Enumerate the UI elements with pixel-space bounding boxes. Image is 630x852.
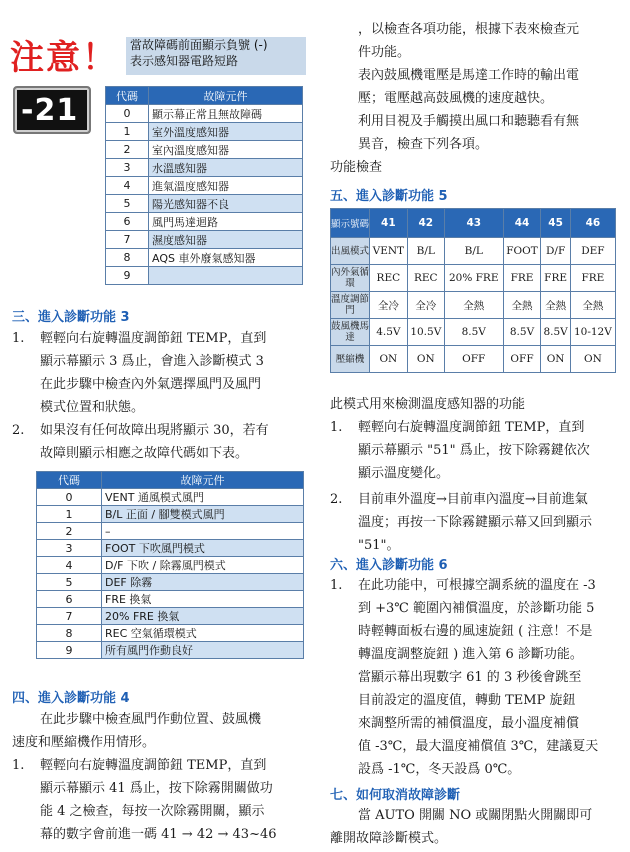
fault-code: 4 [106,177,149,195]
row-header: 溫度調節門 [331,292,370,319]
text-line: 轉溫度調整旋鈕 ) 進入第 6 診斷功能。 [358,647,583,662]
table1-header-code: 代碼 [106,87,149,105]
table-row [331,238,616,265]
section-5-body [330,393,625,557]
section-3-title: 三、進入診斷功能 3 [12,310,130,325]
text-line: 顯示幕顯示 "51" 爲止，按下除霧鍵依次 [358,443,590,458]
text-line: 來調整所需的補償溫度，最小溫度補償 [358,716,580,731]
section-4-body [12,708,307,846]
table-cell: VENT [370,238,408,265]
fault-component: 濕度感知器 [149,231,303,249]
table-cell: 全冷 [407,292,444,319]
text-line: 設爲 -1℃，冬天設爲 0℃。 [358,762,521,777]
fault-component: 風門馬達迴路 [149,213,303,231]
caution-line-1: 當故障碼前面顯示負號 (-) [130,38,268,52]
text-line: "51"。 [358,538,400,553]
fault-code: 1 [106,123,149,141]
text-line: 在此步驟中檢查內外氣選擇風門及風門 [40,377,262,392]
table-row [106,123,303,141]
text-line: 值 -3℃，最大溫度補償值 3℃，建議夏天 [358,739,599,754]
table-row [37,523,304,540]
fault-code: 2 [37,523,102,540]
fault-code: 5 [106,195,149,213]
fault-code: 1 [37,506,102,523]
text-line: 壓；電壓越高鼓風機的速度越快。 [358,91,554,106]
table-cell: 8.5V [503,319,541,346]
table2-header-item: 故障元件 [102,472,304,489]
header-display-number: 顯示號碼 [331,209,370,238]
text-line: 輕輕向右旋轉溫度調節鈕 TEMP，直到 [40,331,267,346]
caution-line-2: 表示感知器電路短路 [130,54,239,68]
table-cell: 20% FRE [444,265,503,292]
list-marker: 2. [12,423,25,438]
table-row [106,105,303,123]
table-cell: B/L [444,238,503,265]
table-cell: FOOT [503,238,541,265]
section-6-title: 六、進入診斷功能 6 [330,558,448,573]
fault-code: 9 [37,642,102,659]
fault-code: 8 [106,249,149,267]
text-line: 故障則顯示相應之故障代碼如下表。 [40,446,249,461]
list-marker: 1. [330,420,343,435]
table-cell: 全熱 [503,292,541,319]
text-line: 到 +3℃ 範圍內補償溫度，於診斷功能 5 [358,601,595,616]
table-row [106,195,303,213]
table-row [106,159,303,177]
table-cell: OFF [503,346,541,373]
text-line: 時輕轉面板右邊的風速旋鈕 ( 注意！不是 [358,624,593,639]
fault-code: 6 [37,591,102,608]
table2-header-code: 代碼 [37,472,102,489]
table-cell: B/L [407,238,444,265]
header-code: 43 [444,209,503,238]
table-row [37,642,304,659]
header-code: 44 [503,209,541,238]
section-7-body [330,804,625,850]
caution-title: 注意！ [10,38,118,78]
text-line: 在此步驟中檢查風門作動位置、鼓風機 [40,712,262,727]
fault-code: 5 [37,574,102,591]
table-row [331,346,616,373]
text-line: ，以檢查各項功能，根據下表來檢查元 [358,22,580,37]
table-row [106,249,303,267]
text-line: 異音，檢查下列各項。 [358,137,489,152]
fault-component: FOOT 下吹風門模式 [102,540,304,557]
table1-header-item: 故障元件 [149,87,303,105]
fault-code: 8 [37,625,102,642]
header-code: 41 [370,209,408,238]
fault-component: VENT 通風模式風門 [102,489,304,506]
table-cell: 4.5V [370,319,408,346]
section-3-body [12,327,307,465]
text-line: 速度和壓縮機作用情形。 [12,735,156,750]
table-cell: 8.5V [541,319,570,346]
fault-code: 0 [37,489,102,506]
text-line: 表內鼓風機電壓是馬達工作時的輸出電 [358,68,580,83]
caution-banner [10,32,302,78]
text-line: 此模式用來檢測溫度感知器的功能 [330,397,526,412]
fault-code: 6 [106,213,149,231]
table-row [37,625,304,642]
fault-code: 3 [106,159,149,177]
right-intro [330,18,625,179]
fault-component: 顯示幕正常且無故障碼 [149,105,303,123]
table-cell: 全冷 [370,292,408,319]
table-row [106,141,303,159]
section-7-title: 七、如何取消故障診斷 [330,788,461,803]
fault-component: 室內溫度感知器 [149,141,303,159]
table-row [331,319,616,346]
diagnostic-5-table [330,208,616,373]
text-line: 離開故障診斷模式。 [330,831,448,846]
fault-component: AQS 車外廢氣感知器 [149,249,303,267]
display-value: -21 [21,93,79,128]
fault-code: 4 [37,557,102,574]
table-cell: ON [370,346,408,373]
table-row [37,591,304,608]
display-readout [13,86,91,134]
table-cell: FRE [570,265,615,292]
list-marker: 2. [330,492,343,507]
table-row [331,292,616,319]
table-cell: 10.5V [407,319,444,346]
row-header: 內外氣循環 [331,265,370,292]
table-cell: 8.5V [444,319,503,346]
table-cell: DEF [570,238,615,265]
table-row [106,213,303,231]
text-line: 當顯示幕出現數字 61 的 3 秒後會跳至 [358,670,582,685]
fault-component: FRE 換氣 [102,591,304,608]
list-marker: 1. [330,578,343,593]
table-cell: ON [541,346,570,373]
text-line: 顯示溫度變化。 [358,466,450,481]
table-cell: 全熱 [541,292,570,319]
table-row [37,574,304,591]
list-marker: 1. [12,758,25,773]
fault-component: REC 空氣循環模式 [102,625,304,642]
table-row [37,608,304,625]
fault-component: DEF 除霧 [102,574,304,591]
fault-component: 陽光感知器不良 [149,195,303,213]
table-row [37,557,304,574]
fault-code: 7 [37,608,102,625]
text-line: 幕的數字會前進一碼 41 → 42 → 43~46 [40,827,277,842]
text-line: 在此功能中，可根據空調系統的溫度在 -3 [358,578,596,593]
table-cell: ON [407,346,444,373]
fault-code: 7 [106,231,149,249]
fault-code: 0 [106,105,149,123]
row-header: 出風模式 [331,238,370,265]
header-code: 42 [407,209,444,238]
header-code: 46 [570,209,615,238]
table-row [37,506,304,523]
fault-component: 室外溫度感知器 [149,123,303,141]
text-line: 輕輕向右旋轉溫度調節鈕 TEMP，直到 [40,758,267,773]
fault-component: 20% FRE 換氣 [102,608,304,625]
text-line: 能 4 之檢查，每按一次除霧開關，顯示 [40,804,265,819]
table-row [106,231,303,249]
text-line: 溫度；再按一下除霧鍵顯示幕又回到顯示 [358,515,593,530]
fault-code: 9 [106,267,149,285]
row-header: 鼓風機馬達 [331,319,370,346]
row-header: 壓縮機 [331,346,370,373]
text-line: 顯示幕顯示 3 爲止，會進入診斷模式 3 [40,354,264,369]
table-row [106,267,303,285]
fault-code: 2 [106,141,149,159]
section-6-body [330,574,625,781]
table-cell: REC [407,265,444,292]
table-cell: FRE [541,265,570,292]
fault-code-table-1 [105,86,303,285]
fault-component: D/F 下吹 / 除霧風門模式 [102,557,304,574]
list-marker: 1. [12,331,25,346]
fault-code: 3 [37,540,102,557]
section-5-title: 五、進入診斷功能 5 [330,189,448,204]
table-row [37,489,304,506]
table-cell: ON [570,346,615,373]
table-cell: D/F [541,238,570,265]
section-4-title: 四、進入診斷功能 4 [12,691,130,706]
text-line: 件功能。 [358,45,411,60]
text-line: 功能檢查 [330,160,383,175]
fault-component: – [102,523,304,540]
table-cell: OFF [444,346,503,373]
text-line: 目前設定的溫度值，轉動 TEMP 旋鈕 [358,693,576,708]
fault-component: 水溫感知器 [149,159,303,177]
table-cell: REC [370,265,408,292]
text-line: 顯示幕顯示 41 爲止，按下除霧開關做功 [40,781,273,796]
table-row [37,540,304,557]
header-code: 45 [541,209,570,238]
table-cell: 10-12V [570,319,615,346]
text-line: 目前車外溫度→目前車內溫度→目前進氣 [358,492,588,507]
text-line: 模式位置和狀態。 [40,400,145,415]
fault-component: 所有風門作動良好 [102,642,304,659]
table-cell: 全熱 [570,292,615,319]
fault-component: B/L 正面 / 腳雙模式風門 [102,506,304,523]
text-line: 當 AUTO 開關 NO 或關閉點火開關即可 [358,808,593,823]
fault-code-table-2 [36,471,304,659]
fault-component: 進氣溫度感知器 [149,177,303,195]
table-row [331,265,616,292]
fault-component [149,267,303,285]
text-line: 如果沒有任何故障出現將顯示 30，若有 [40,423,269,438]
table-row [106,177,303,195]
text-line: 利用目視及手觸摸出風口和聽聽看有無 [358,114,580,129]
table-cell: FRE [503,265,541,292]
table-cell: 全熱 [444,292,503,319]
text-line: 輕輕向右旋轉溫度調節鈕 TEMP，直到 [358,420,585,435]
caution-note [126,37,306,75]
